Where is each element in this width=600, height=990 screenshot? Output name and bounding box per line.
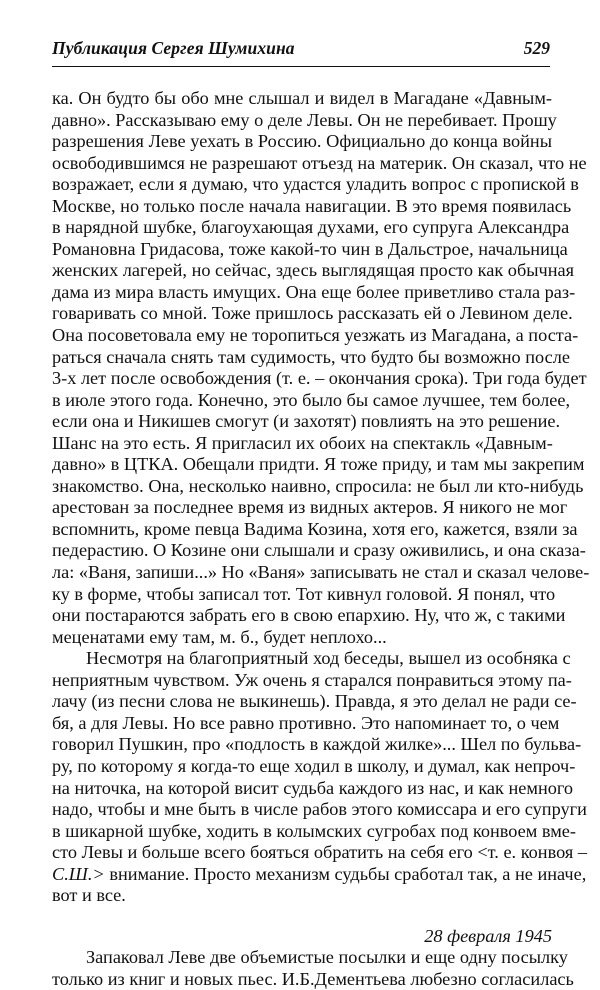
page-body [52, 88, 590, 990]
diary-entry-date: 28 февраля 1945 [424, 925, 552, 946]
text-line: Романовна Гридасова, тоже какой-то чин в Дальстрое, начальница [52, 238, 568, 259]
text-line: возражает, если я думаю, что удастся уладить вопрос с пропиской в [52, 174, 579, 195]
text-line: Несмотря на благоприятный ход беседы, вышел из особняка с [86, 648, 571, 669]
text-line: ка. Он будто бы обо мне слышал и видел в Магадане «Давным- [52, 88, 552, 108]
text-fragment: внимание. Просто механизм судьбы сработал так, а не иначе, [104, 863, 587, 884]
text-line: Она посоветовала ему не торопиться уезжать из Магадана, а поста- [52, 325, 579, 346]
text-line: они постараются забрать его в свою епархию. Ну, что ж, с такими [52, 605, 566, 626]
text-line: меценатами ему там, м. б., будет неплохо... [52, 626, 387, 647]
paragraph-3 [52, 947, 574, 990]
page-number: 529 [523, 38, 550, 58]
text-line: дама из мира власть имущих. Она еще более приветливо стала раз- [52, 281, 576, 302]
text-line: педерастию. О Козине они слышали и сразу оживились, и она сказа- [52, 540, 586, 561]
text-line: раться сначала снять там судимость, что будто бы возможно после [52, 346, 570, 367]
text-line: только из книг и новых пьес. И.Б.Дементьева любезно согласилась [52, 968, 574, 989]
text-line: женских лагерей, но сейчас, здесь выглядящая просто как обычная [52, 260, 575, 281]
text-line: говорил Пушкин, про «подлость в каждой жилке»... Шел по бульва- [52, 734, 582, 755]
text-line: Москве, но только после начала навигации. В это время появилась [52, 195, 572, 216]
text-line: ку в форме, чтобы записал тот. Тот кивнул головой. Я понял, что [52, 583, 556, 604]
text-line: лачу (из песни слова не выкинешь). Правда, я это делал не ради се- [52, 691, 577, 712]
text-line: ла: «Ваня, запиши...» Но «Ваня» записывать не стал и сказал челове- [52, 562, 590, 583]
text-line: сто Левы и больше всего бояться обратить на себя его <т. е. конвоя – [52, 842, 587, 863]
text-line: в шикарной шубке, ходить в колымских сугробах под конвоем вме- [52, 820, 576, 841]
text-line: арестован за последнее время из видных актеров. Я никого не мог [52, 497, 568, 518]
text-line: Шанс на это есть. Я пригласил их обоих на спектакль «Давным- [52, 432, 553, 453]
text-line: говаривать со мной. Тоже пришлось рассказать ей о Левином деле. [52, 303, 573, 324]
running-title: Публикация Сергея Шумихина [52, 38, 295, 58]
text-line: разрешения Леве уехать в Россию. Официально до конца войны [52, 131, 552, 152]
text-line [52, 863, 587, 886]
text-line: 3-х лет после освобождения (т. е. – окончания срока). Три года будет [52, 368, 587, 389]
text-line: давно» в ЦТКА. Обещали придти. Я тоже приду, и там мы закрепим [52, 454, 585, 475]
text-line: вот и все. [52, 885, 126, 906]
text-line: бя, а для Левы. Но все равно противно. Это напоминает то, о чем [52, 712, 560, 733]
running-header [52, 38, 550, 67]
text-line: знакомство. Она, несколько наивно, спросила: не был ли кто-нибудь [52, 475, 584, 496]
text-line: в июле этого года. Конечно, это было бы самое лучшее, тем более, [52, 389, 571, 410]
text-line: на ниточка, на которой висит судьба каждого из нас, и как немного [52, 777, 574, 798]
text-line: надо, чтобы и мне быть в числе рабов этого комиссара и его супруги [52, 799, 587, 820]
text-line: давно». Рассказываю ему о деле Левы. Он не перебивает. Прошу [52, 109, 557, 130]
text-line: в нарядной шубке, благоухающая духами, его супруга Александра [52, 217, 570, 238]
editor-initials: С.Ш.> [52, 863, 105, 884]
paragraph-2 [52, 648, 587, 907]
text-line: если она и Никишев смогут (и захотят) повлиять на это решение. [52, 411, 561, 432]
paragraph-1 [52, 88, 590, 648]
text-line: освободившимся не разрешают отъезд на материк. Он сказал, что не [52, 152, 587, 173]
text-line: ру, по которому я когда-то еще ходил в школу, и думал, как непроч- [52, 755, 576, 776]
text-line: неприятным чувством. Уж очень я старался понравиться этому па- [52, 669, 572, 690]
text-line: Запаковал Леве две объемистые посылки и еще одну посылку [86, 947, 568, 968]
text-line: вспомнить, кроме певца Вадима Козина, хотя его, кажется, взяли за [52, 518, 578, 539]
